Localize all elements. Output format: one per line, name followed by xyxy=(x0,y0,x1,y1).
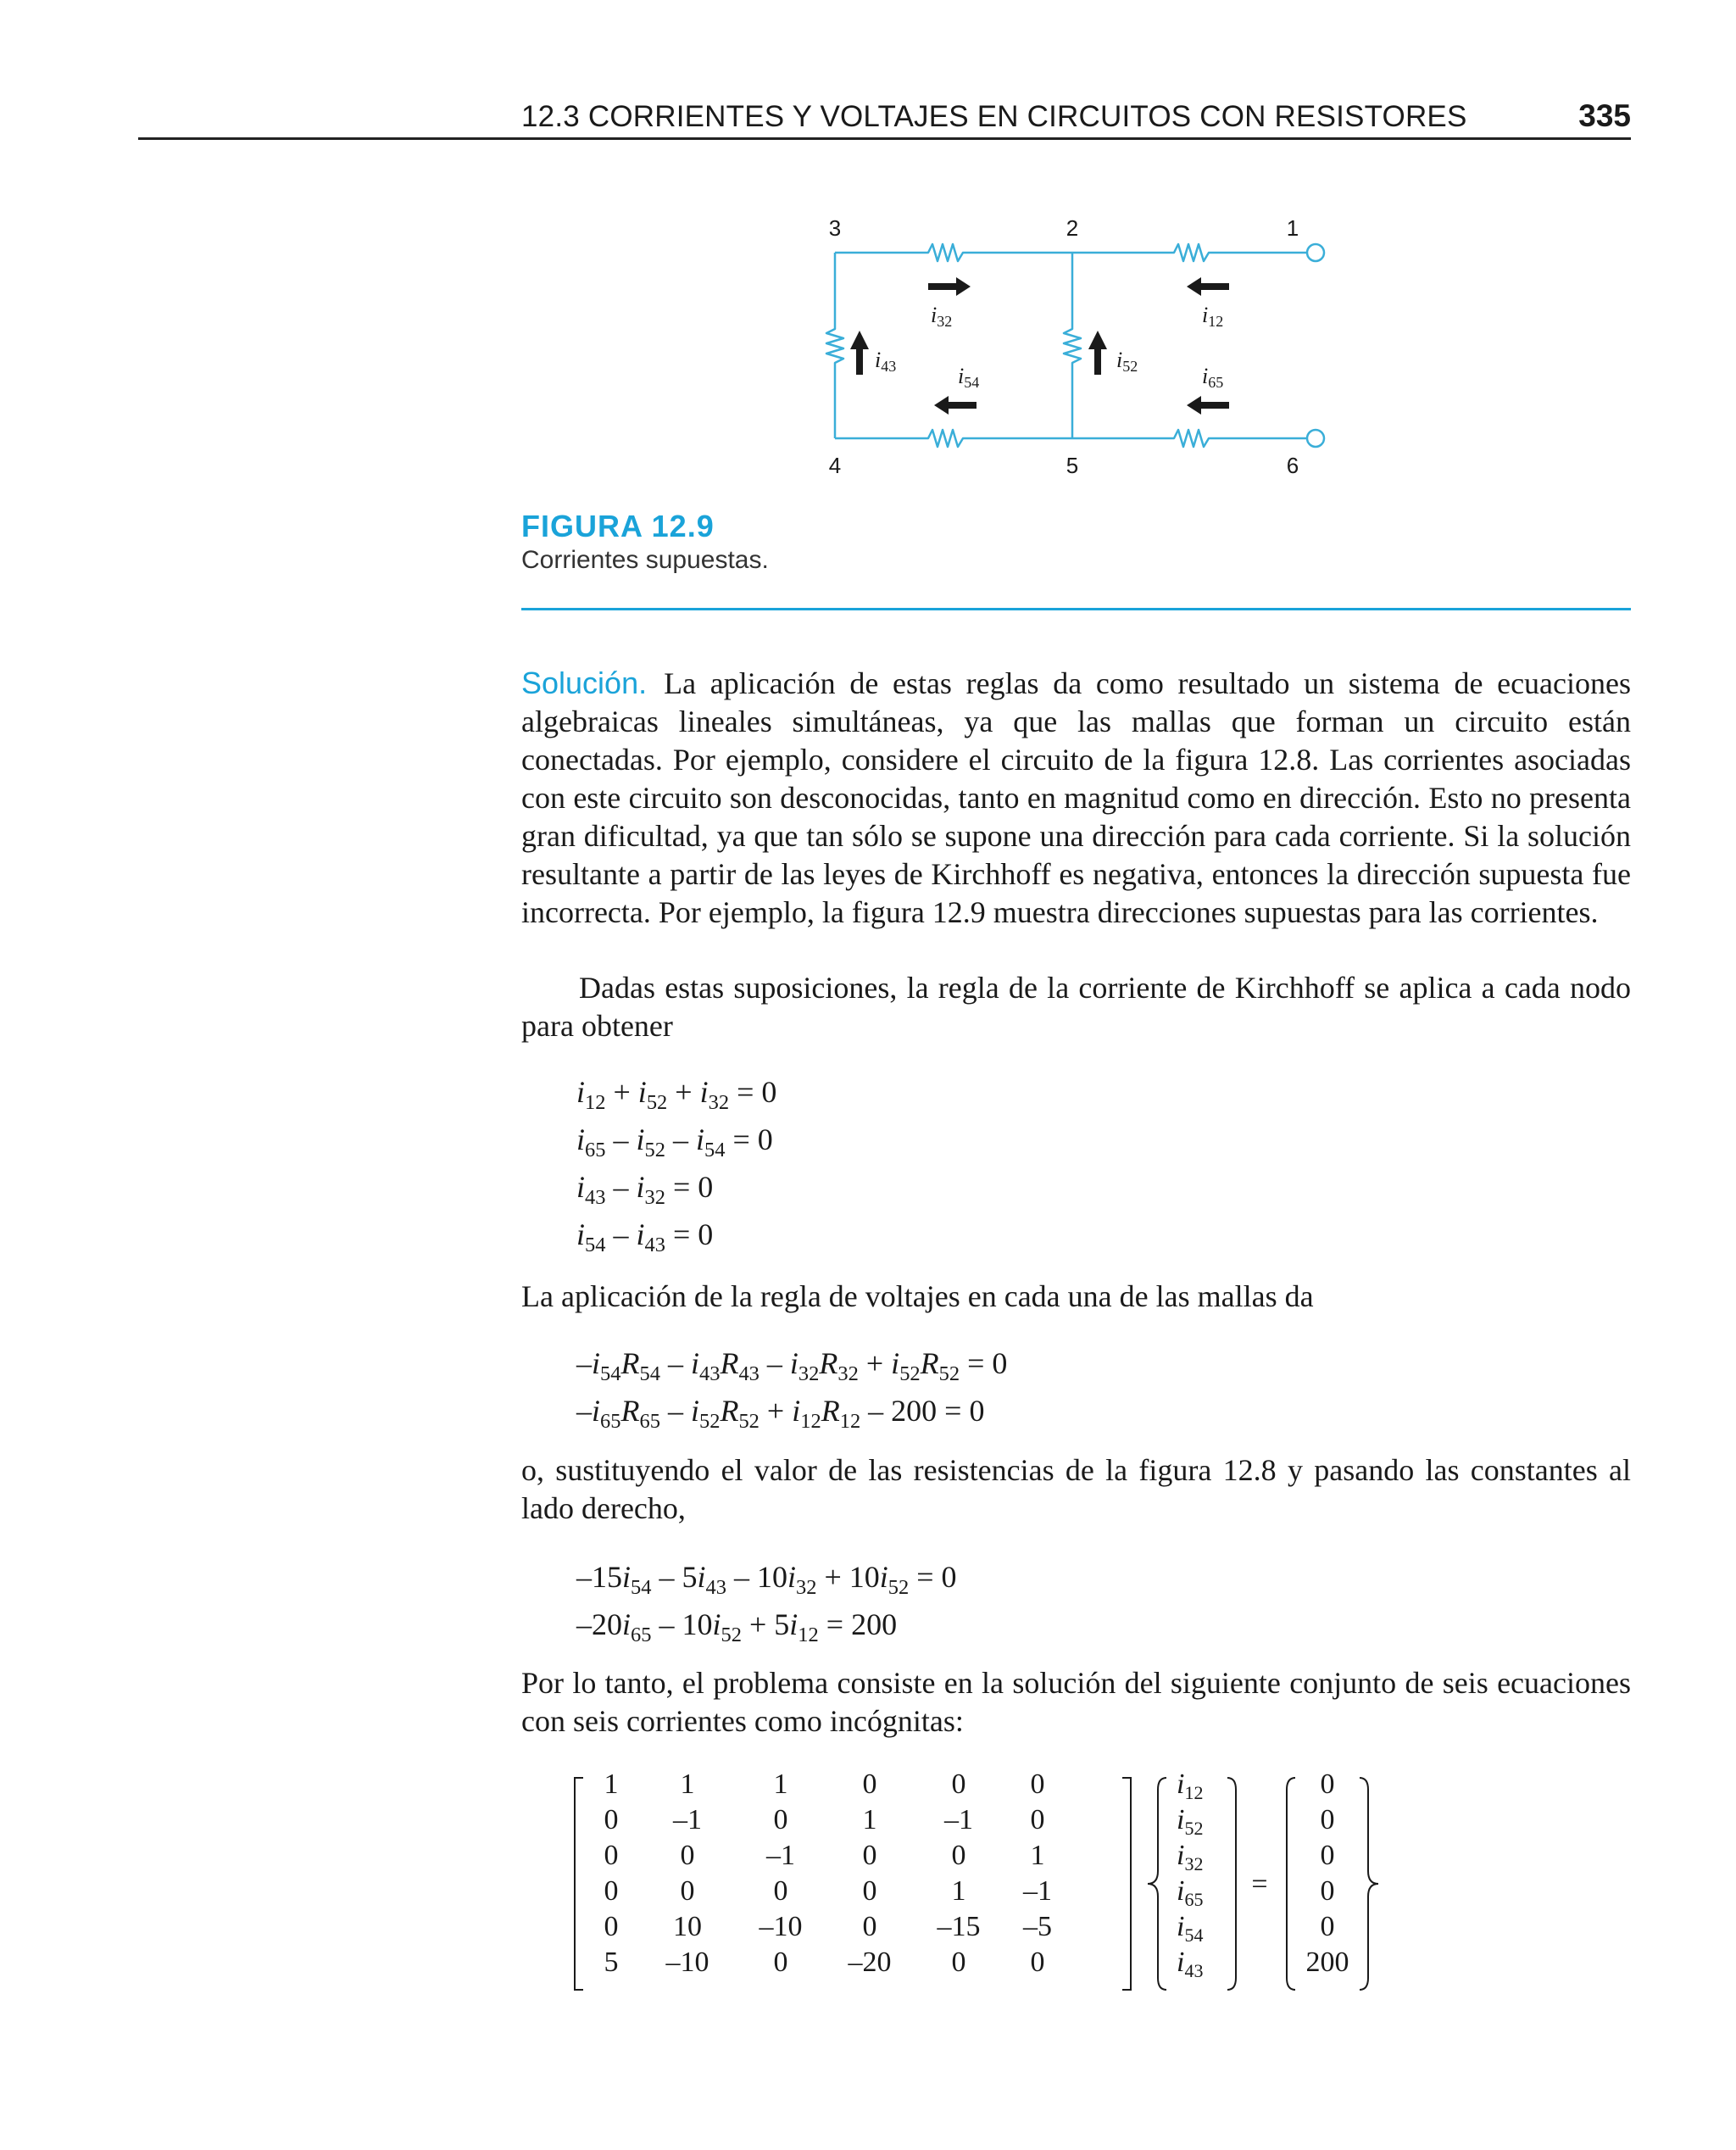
running-header xyxy=(138,95,1631,141)
rhs-cell: 0 xyxy=(1320,1875,1335,1907)
matrix-cell: –20 xyxy=(848,1947,892,1978)
matrix-cell: –10 xyxy=(759,1911,803,1942)
node-label-6: 6 xyxy=(1286,453,1299,478)
matrix-bracket-right xyxy=(1122,1778,1131,1990)
unknown-i43: $i_{43}$ xyxy=(1177,1947,1204,1981)
paragraph-solution-text: La aplicación de estas reglas da como resultado un sistema de ecuaciones algebraicas lineales simultáneas, ya que las mallas que forman un circuito están conectadas. Por ejemplo, considere el circuito de la figura 12.8. Las corrientes asociadas con este circuito son desconocidas, tanto en magnitud como en dirección. Esto no presenta gran dificultad, ya que tan sólo se supone una dirección para cada corriente. Si la solución resultante a partir de las leyes de Kirchhoff es negativa, entonces la dirección supuesta fue incorrecta. Por ejemplo, la figura 12.9 muestra direcciones supuestas para las corrientes. xyxy=(521,666,1631,929)
matrix-cell: –5 xyxy=(1023,1911,1052,1942)
unknowns-brace-right xyxy=(1227,1778,1236,1990)
wire-left xyxy=(826,253,843,438)
node-equation-4: $i_{54} - i_{43} = 0$ xyxy=(576,1217,714,1257)
mesh-equations xyxy=(576,1340,1007,1434)
arrow-i54-left xyxy=(934,396,976,415)
node-label-5: 5 xyxy=(1066,453,1079,478)
paragraph-voltage-rule: La aplicación de la regla de voltajes en cada una de las mallas da xyxy=(521,1279,1314,1313)
rhs-brace-right xyxy=(1360,1778,1378,1990)
current-label-i52: i52 xyxy=(1116,348,1138,375)
matrix-cell: 0 xyxy=(951,1947,966,1978)
rhs-cell: 200 xyxy=(1305,1947,1349,1978)
matrix-cell: 0 xyxy=(773,1875,788,1907)
numeric-equation-1: $-15i_{54} - 5i_{43} - 10i_{32} + 10i_{52} = 0$ xyxy=(576,1560,957,1600)
matrix-cell: 1 xyxy=(862,1804,877,1835)
numeric-equations xyxy=(576,1553,957,1648)
current-label-i54: i54 xyxy=(958,364,980,391)
page-number: 335 xyxy=(1578,98,1631,133)
node-label-4: 4 xyxy=(828,453,842,478)
matrix-cell: 0 xyxy=(1030,1947,1045,1978)
paragraph-kirchhoff-current: Dadas estas suposiciones, la regla de la corriente de Kirchhoff se aplica a cada nodo para obtener xyxy=(521,971,1631,1043)
paragraph-solution xyxy=(521,664,1631,932)
matrix-cell: 0 xyxy=(680,1840,695,1871)
arrow-i52-up xyxy=(1088,331,1107,375)
node-equation-1: $i_{12} + i_{52} + i_{32} = 0$ xyxy=(576,1075,777,1115)
unknown-i54: $i_{54}$ xyxy=(1177,1911,1204,1946)
arrow-i32-right xyxy=(928,277,971,296)
matrix-cell: –1 xyxy=(673,1804,702,1835)
matrix-cell: 0 xyxy=(1030,1804,1045,1835)
wire-middle xyxy=(1064,253,1081,438)
matrix-cell: 0 xyxy=(862,1768,877,1800)
node-label-2: 2 xyxy=(1066,215,1079,241)
matrix-cell: 0 xyxy=(680,1875,695,1907)
node-label-1: 1 xyxy=(1286,215,1299,241)
matrix-cell: 1 xyxy=(1030,1840,1045,1871)
node-label-3: 3 xyxy=(828,215,842,241)
unknown-i65: $i_{65}$ xyxy=(1177,1875,1204,1910)
matrix-cell: –1 xyxy=(766,1840,795,1871)
equals-sign: = xyxy=(1251,1869,1268,1900)
mesh-equation-1: $-i_{54}R_{54} - i_{43}R_{43} - i_{32}R_{32} + i_{52}R_{52} = 0$ xyxy=(576,1346,1008,1386)
solution-label: Solución. xyxy=(521,666,648,700)
unknown-i52: $i_{52}$ xyxy=(1177,1804,1204,1839)
node-equation-2: $i_{65} - i_{52} - i_{54} = 0$ xyxy=(576,1122,773,1162)
arrow-i65-left xyxy=(1187,396,1229,415)
matrix-cell: 0 xyxy=(862,1875,877,1907)
header-title: 12.3 CORRIENTES Y VOLTAJES EN CIRCUITOS CON RESISTORES xyxy=(521,100,1467,133)
matrix-cell: 0 xyxy=(862,1840,877,1871)
matrix-cell: 0 xyxy=(604,1804,619,1835)
figure-rule xyxy=(521,608,1631,610)
matrix-cell: 5 xyxy=(604,1947,619,1978)
arrow-i12-left xyxy=(1187,277,1229,296)
matrix-cell: 0 xyxy=(951,1768,966,1800)
matrix-cell: 10 xyxy=(673,1911,702,1942)
matrix-cell: 1 xyxy=(604,1768,619,1800)
circuit-diagram xyxy=(797,203,1339,492)
matrix-cell: 0 xyxy=(604,1875,619,1907)
arrow-i43-up xyxy=(850,331,869,375)
wire-top xyxy=(835,244,1307,261)
matrix-cell: 1 xyxy=(951,1875,966,1907)
header-rule xyxy=(138,137,1631,140)
matrix-cell: 0 xyxy=(604,1911,619,1942)
figure-caption xyxy=(521,509,769,575)
figure-caption-text: Corrientes supuestas. xyxy=(521,546,769,574)
current-label-i65: i65 xyxy=(1202,364,1224,391)
rhs-cell: 0 xyxy=(1320,1804,1335,1835)
circuit-wires xyxy=(826,244,1324,447)
node-equations xyxy=(576,1068,776,1258)
matrix-cell: –10 xyxy=(665,1947,709,1978)
matrix-cell: 1 xyxy=(680,1768,695,1800)
matrix-equation xyxy=(573,1768,1387,2001)
mesh-equation-2: $-i_{65}R_{65} - i_{52}R_{52} + i_{12}R_{12} - 200 = 0$ xyxy=(576,1394,985,1434)
rhs-brace-left xyxy=(1287,1778,1295,1990)
unknown-i12: $i_{12}$ xyxy=(1177,1768,1204,1803)
terminal-1 xyxy=(1307,244,1324,261)
current-label-i43: i43 xyxy=(875,348,897,375)
rhs-cell: 0 xyxy=(1320,1768,1335,1800)
matrix-cell: –15 xyxy=(937,1911,981,1942)
node-equation-3: $i_{43} - i_{32} = 0$ xyxy=(576,1170,714,1210)
matrix-cell: 0 xyxy=(951,1840,966,1871)
numeric-equation-2: $-20i_{65} - 10i_{52} + 5i_{12} = 200$ xyxy=(576,1607,898,1647)
matrix-bracket-left xyxy=(575,1778,583,1990)
matrix-cell: 1 xyxy=(773,1768,788,1800)
current-label-i32: i32 xyxy=(931,303,953,330)
unknowns-brace-left xyxy=(1148,1778,1166,1990)
matrix-cell: 0 xyxy=(1030,1768,1045,1800)
matrix-cell: 0 xyxy=(773,1947,788,1978)
terminal-6 xyxy=(1307,430,1324,447)
matrix-cell: –1 xyxy=(1023,1875,1052,1907)
matrix-cell: 0 xyxy=(604,1840,619,1871)
matrix-cell: 0 xyxy=(773,1804,788,1835)
wire-bottom xyxy=(835,430,1307,447)
matrix-cell: 0 xyxy=(862,1911,877,1942)
paragraph-system: Por lo tanto, el problema consiste en la solución del siguiente conjunto de seis ecuaciones con seis corrientes como incógnitas: xyxy=(521,1666,1631,1738)
rhs-cell: 0 xyxy=(1320,1840,1335,1871)
paragraph-substitution: o, sustituyendo el valor de las resistencias de la figura 12.8 y pasando las constantes al lado derecho, xyxy=(521,1453,1631,1525)
current-label-i12: i12 xyxy=(1202,303,1224,330)
matrix-cell: –1 xyxy=(944,1804,973,1835)
unknown-i32: $i_{32}$ xyxy=(1177,1840,1204,1874)
figure-label: FIGURA 12.9 xyxy=(521,509,715,543)
rhs-cell: 0 xyxy=(1320,1911,1335,1942)
